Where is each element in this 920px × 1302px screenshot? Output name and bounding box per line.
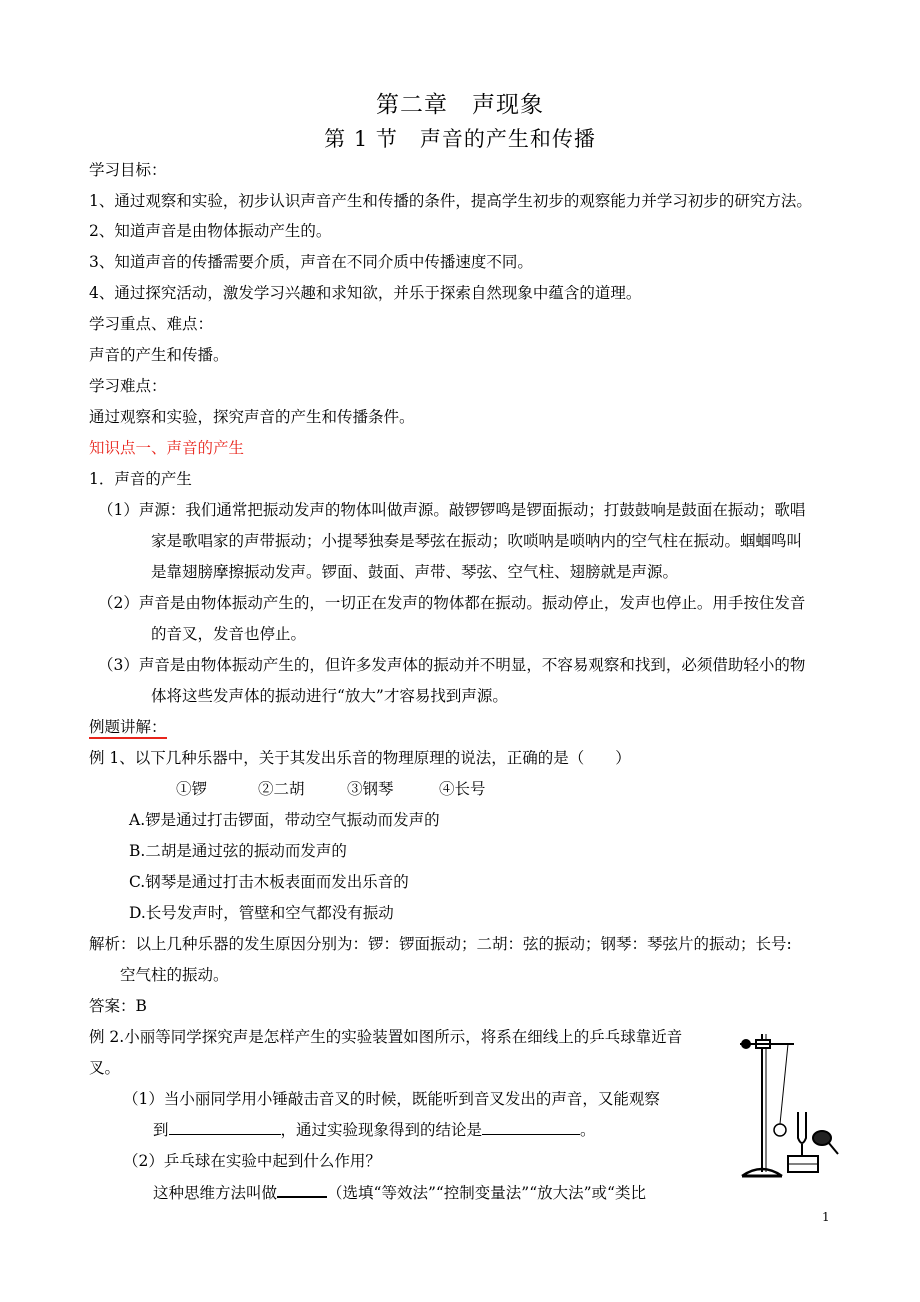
ex1-option-a: A.锣是通过打击锣面，带动空气振动而发声的	[129, 811, 440, 829]
ex2-q2-text: （选填“等效法”“控制变量法”“放大法”或“类比	[327, 1184, 646, 1202]
ex1-option-b: B.二胡是通过弦的振动而发声的	[129, 842, 347, 860]
page-number: 1	[822, 1210, 830, 1224]
knowledge-point-heading: 知识点一、声音的产生	[89, 439, 245, 457]
answer-blank[interactable]	[482, 1119, 580, 1135]
ex2-q2-fill	[153, 1181, 646, 1204]
chapter-title: 第二章 声现象	[376, 92, 544, 118]
paragraph-line: 体将这些发声体的振动进行“放大”才容易找到声源。	[151, 687, 508, 705]
difficulty-heading: 学习难点：	[89, 377, 167, 395]
ex2-q1: （1）当小丽同学用小锤敲击音叉的时候，既能听到音叉发出的声音，又能观察	[123, 1090, 660, 1108]
ex1-item: ①锣	[176, 780, 208, 798]
ex1-answer: 答案：B	[89, 997, 147, 1015]
ex2-q1-text: 到	[153, 1121, 169, 1139]
paragraph-line: （3）声音是由物体振动产生的，但许多发声体的振动并不明显，不容易观察和找到，必须借助轻小的物	[98, 656, 806, 674]
ex1-item: ④长号	[439, 780, 486, 798]
goal-item: 4、通过探究活动，激发学习兴趣和求知欲，并乐于探索自然现象中蕴含的道理。	[89, 284, 642, 302]
ex2-question: 叉。	[89, 1059, 121, 1077]
ex2-q1-text: ，通过实验现象得到的结论是	[280, 1121, 483, 1139]
ex1-option-d: D.长号发声时，管壁和空气都没有振动	[129, 904, 394, 922]
example-heading-text: 例题讲解：	[89, 718, 167, 739]
ex2-q2: （2）乒乓球在实验中起到什么作用？	[123, 1152, 381, 1170]
ping-pong-ball	[774, 1124, 786, 1136]
answer-blank[interactable]	[169, 1119, 281, 1135]
sub-heading: 1．声音的产生	[89, 470, 192, 488]
paragraph-line: （2）声音是由物体振动产生的，一切正在发声的物体都在振动。振动停止，发声也停止。用手按住发音	[98, 594, 806, 612]
ex2-q2-text: 这种思维方法叫做	[153, 1184, 278, 1202]
example-heading	[89, 716, 167, 738]
ex2-question: 例 2.小丽等同学探究声是怎样产生的实验装置如图所示，将系在细线上的乒乓球靠近音	[89, 1028, 683, 1046]
ex1-analysis: 解析：以上几种乐器的发生原因分别为：锣：锣面振动；二胡：弦的振动；钢琴：琴弦片的振动；长号:	[89, 935, 792, 953]
key-heading: 学习重点、难点：	[89, 315, 214, 333]
ex2-q1-fill	[153, 1119, 596, 1141]
tuning-fork	[798, 1112, 806, 1143]
thread	[780, 1044, 788, 1124]
paragraph-line: 家是歌唱家的声带振动；小提琴独奏是琴弦在振动；吹唢呐是唢呐内的空气柱在振动。蝈蝈鸣叫	[151, 532, 803, 550]
paragraph-line: 的音叉，发音也停止。	[151, 625, 307, 643]
ex1-analysis: 空气柱的振动。	[120, 966, 229, 984]
goal-item: 2、知道声音是由物体振动产生的。	[89, 222, 332, 240]
goals-heading: 学习目标：	[89, 161, 167, 179]
goal-item: 1、通过观察和实验，初步认识声音产生和传播的条件，提高学生初步的观察能力并学习初步的研究方法。	[89, 192, 812, 210]
ex2-q1-text: 。	[580, 1121, 596, 1139]
paragraph-line: （1）声源：我们通常把振动发声的物体叫做声源。敲锣锣鸣是锣面振动；打鼓鼓响是鼓面在振动；歌唱	[98, 501, 806, 519]
tuning-fork-apparatus-figure	[736, 1026, 842, 1184]
key-text: 声音的产生和传播。	[89, 346, 229, 364]
answer-blank[interactable]	[277, 1181, 327, 1198]
ex1-item: ②二胡	[258, 780, 305, 798]
ex1-option-c: C.钢琴是通过打击木板表面而发出乐音的	[129, 873, 409, 891]
goal-item: 3、知道声音的传播需要介质，声音在不同介质中传播速度不同。	[89, 253, 533, 271]
section-title: 第 1 节 声音的产生和传播	[324, 127, 596, 151]
paragraph-line: 是靠翅膀摩擦振动发声。锣面、鼓面、声带、琴弦、空气柱、翅膀就是声源。	[151, 563, 679, 581]
ex1-item: ③钢琴	[347, 780, 394, 798]
difficulty-text: 通过观察和实验，探究声音的产生和传播条件。	[89, 408, 415, 426]
ex1-question: 例 1、以下几种乐器中，关于其发出乐音的物理原理的说法，正确的是（ ）	[89, 749, 631, 767]
